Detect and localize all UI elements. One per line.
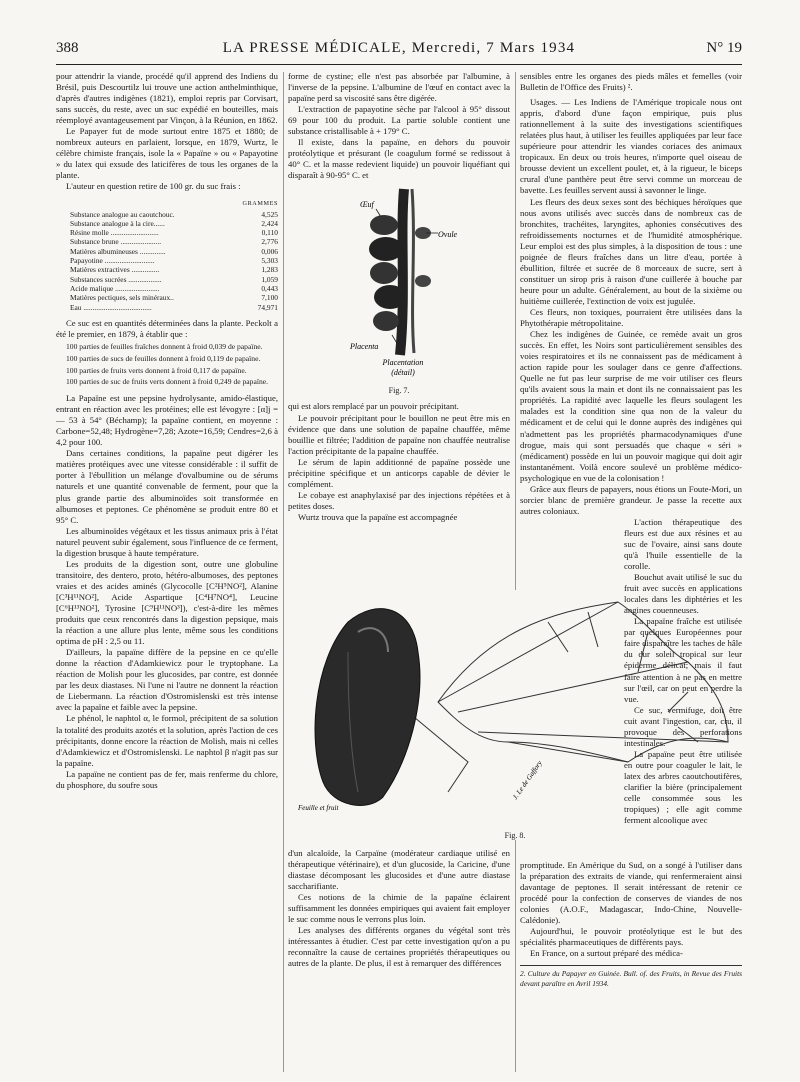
figure-caption: Fig. 8. (504, 831, 526, 840)
paragraph: La papaïne peut être utilisée en outre pour coaguler le lait, le latex des arbres caoutchoutifères, clarifier la bière (principalement celle consommée sous les tropiques) ; elle agit comme ferment alcoolique avec (624, 748, 742, 826)
paragraph: D'ailleurs, la papaïne diffère de la pepsine en ce qu'elle donne la réaction d'Adamkiewicz pour le tryptophane. La réaction de Molish pour les glucosides, par contre, est donnée par les deux diastases. Ni l'une ni l'autre ne donnent la réaction de Liebermann. La réaction d'Ostromislenski est très intense avec la papaïne et faible avec la pepsine. (56, 647, 278, 713)
substance-amount: 1,283 (261, 265, 278, 275)
artist-signature: J. Le de Gaffory (511, 759, 544, 802)
paragraph: La papaïne ne contient pas de fer, mais renferme du chlore, du phosphore, du soufre sous (56, 768, 278, 790)
table-row (56, 275, 278, 284)
table-row (56, 219, 278, 228)
paragraph: Chez les indigènes de Guinée, ce remède avait un gros succès. En effet, les Noirs sont particulièrement sensibles des voies respiratoires et ils ne connaissent pas de médicament à action rapide pour les soulager dans ce genre d'affections. Quelle ne fut pas leur surprise de me voir utiliser ces fleurs qu'ils avaient sous la main et dont ils ne connaissaient pas les propriétés. La rapidité avec laquelle les fleurs soulagent les malades est la condition sine qua non de la valeur du médicament et de celui qui le donne auprès des indigènes qui n'admettent pas les propriétés pharmacodynamiques d'une drogue, mais qui sont persuadés que chaque « séri » (médicament) possède en lui un pouvoir magique qui doit agir instantanément. Voilà encore soulevé un problème médico-psychologique en vue de la colonisation ! (520, 329, 742, 483)
table-unit-header: GRAMMES (242, 199, 278, 207)
composition-table (56, 210, 278, 312)
paragraph: L'extraction de papayotine sèche par l'alcool à 95° dissout 69 pour 100 du produit. La partie soluble contient une substance cristallisable à + 179° C. (288, 104, 510, 137)
paragraph: En France, on a surtout préparé des médica- (530, 948, 683, 959)
paragraph: La Papaïne est une pepsine hydrolysante, amido-élastique, entrant en réaction avec les protéines; elle est lévogyre : [α]j = — 53 à 54° (Béchamp); la papaïne contient, en moyenne : Carbone=52,48; Hydrogène=7,28; Azote=16,59; Cendres=2,6 à 4,2 pour 100. (56, 393, 278, 448)
figure-subtitle: (détail) (391, 368, 415, 378)
table-row (56, 265, 278, 274)
column-3-continued (520, 860, 742, 989)
paragraph: Dans certaines conditions, la papaïne peut digérer les matières protéiques avec une vitesse considérable : il suffit de porter à l'ébullition un mélange d'ovalbumine ou de sérums naturels et une quantité convenable de ferment, pour que la plus grande partie des albuminoïdes soit transformée en albumoses et peptones. Ce phénomène se produit entre 80 et 95° C. (56, 448, 278, 525)
paragraph: Le sérum de lapin additionné de papaïne possède une précipitine spécifique et un anticorps capable de dévier le complément. (288, 456, 510, 489)
paragraph: forme de cystine; elle n'est pas absorbée par l'albumine, à l'inverse de la pepsine. L'albumine de l'œuf en contact avec la papaïne perd sa viscosité sans être digérée. (288, 71, 510, 104)
paragraph: d'un alcaloïde, la Carpaïne (modérateur cardiaque utilisé en thérapeutique vétérinaire), et d'un glucoside, la Caricine, d'une diastase décomposant les glucosides et d'une autre diastase saccharifiante. (288, 848, 510, 892)
figure-label: Feuille et fruit (298, 804, 339, 812)
paragraph: Ces notions de la chimie de la papaïne éclairent suffisamment les données empiriques qui avaient fait employer le suc comme nous le verrons plus loin. (288, 892, 510, 925)
substance-name: Matières pectiques, sels minéraux.. (70, 293, 174, 303)
substance-amount: 5,303 (261, 256, 278, 266)
issue-number: N° 19 (706, 40, 742, 56)
paragraph: Ces fleurs, non toxiques, pourraient être utilisées dans la Phytothérapie métropolitaine. (520, 306, 742, 329)
page-number: 388 (56, 40, 79, 56)
paragraph: Les albuminoïdes végétaux et les tissus animaux pris à l'état naturel peuvent subir également, sous l'influence de ce ferment, la digestion brusque à haute température. (56, 525, 278, 558)
table-row (56, 210, 278, 219)
table-row (56, 303, 278, 312)
placentation-illustration (288, 185, 510, 381)
substance-amount: 0,443 (261, 283, 278, 293)
substance-amount: 1,059 (261, 274, 278, 284)
table-row (56, 293, 278, 302)
paragraph: Il existe, dans la papaïne, en dehors du pouvoir protéolytique et présurant (le coagulum formé se redissout à 40° C. et la masse redevient liquide) un pouvoir liquéfiant qui disparaît à 90-95° C. et (288, 137, 510, 181)
substance-name: Résine molle .......................... (70, 228, 159, 238)
label-placenta: Placenta (350, 342, 379, 352)
paragraph: pour attendrir la viande, procédé qu'il apprend des Indiens du Brésil, puis Descourtilz lui trouve une action anthelminthique, d'après d'autres indigènes (1821), emploi repris par Corvisart, sans succès, du reste, avec un suc expédié en bouteilles, mais réemployé avantageusement par Vinçon, à la Réunion, en 1862. (56, 71, 278, 126)
figure-7 (288, 185, 510, 395)
substance-name: Substance analogue à la cire...... (70, 218, 165, 228)
paragraph: Les fleurs des deux sexes sont des béchiques héroïques que nous avons utilisés avec succès dans de nombreux cas de bronchites, trachéites, laryngites, aphonies consécutives des refroidissements nocturnes et de l'humidité atmosphérique. Leur emploi est des plus simples, à la disposition de tous : une poignée de fleurs fraîches dans un litre d'eau, portée à ébullition, filtrée et sucrée de 8 morceaux de sucre, sert à constituer un sirop pris à raison d'une cuillerée à bouche par heure pour un adulte. Généralement, au bout de la sixième ou huitième cuillerée, l'extinction de voix est jugulée. (520, 196, 742, 306)
header-rule (56, 64, 742, 65)
label-ovule: Ovule (438, 230, 458, 240)
paragraph: L'action thérapeutique des fleurs est due aux résines et au suc de l'ovaire, ainsi sans doute qu'à l'huile essentielle de la corolle. (624, 516, 742, 572)
substance-amount: 74,971 (257, 302, 278, 312)
paragraph: Aujourd'hui, le pouvoir protéolytique est le but des spécialités pharmaceutiques de différents pays. (520, 926, 742, 948)
column-divider (515, 840, 516, 1072)
yield-note: 100 parties de fruits verts donnent à froid 0,117 de papaïne. (66, 365, 247, 375)
yield-note: 100 parties de suc de fruits verts donnent à froid 0,249 de papaïne. (66, 377, 269, 387)
paragraph: promptitude. En Amérique du Sud, on a songé à l'utiliser dans la préparation des extraits de viande, qui renfermeraient ainsi davantage de peptones. Il serait intéressant de retenir ce procédé pour la confection de conserves de viandes de nos colonies (A.O.F., Madagascar, Indo-Chine, Nouvelle-Calédonie). (520, 860, 742, 926)
table-row (56, 247, 278, 256)
column-2-continued (288, 848, 510, 970)
paragraph: Ce suc, vermifuge, doit être cuit avant l'ingestion, car, cru, il provoque des perforations intestinales. (624, 704, 742, 748)
figure-title: Placentation (382, 358, 424, 368)
paragraph: L'auteur en question retire de 100 gr. du suc frais : (66, 181, 241, 192)
substance-name: Substance brune ...................... (70, 237, 162, 247)
substance-name: Acide malique ........................ (70, 283, 160, 293)
paragraph: Les analyses des différents organes du végétal sont très intéressantes à étudier. C'est par cette investigation qu'on a pu reconnaître la cause de certaines propriétés thérapeutiques ou autres de la plante. De plus, il est à remarquer des différences (288, 925, 510, 969)
substance-name: Eau ..................................... (70, 302, 152, 312)
substance-name: Substances sucrées .................. (70, 274, 162, 284)
substance-amount: 4,525 (261, 209, 278, 219)
footnote: 2. Culture du Papayer en Guinée. Bull. of. des Fruits, in Revue des Fruits devant paraître en Avril 1934. (520, 965, 742, 988)
column-divider (283, 72, 284, 1072)
substance-name: Substance analogue au caoutchouc. (70, 209, 175, 219)
substance-amount: 2,424 (261, 218, 278, 228)
table-row (56, 256, 278, 265)
figure-caption: Fig. 7. (388, 385, 410, 395)
column-divider (515, 72, 516, 590)
substance-amount: 2,776 (261, 237, 278, 247)
substance-name: Matières albumineuses .............. (70, 246, 166, 256)
paragraph: Grâce aux fleurs de papayers, nous étions un Foute-Mori, un sorcier blanc de première grandeur. Je passe la recette aux autres coloniaux. (520, 483, 742, 516)
usages-paragraph: Usages. — Les Indiens de l'Amérique tropicale nous ont appris, d'abord d'une façon empirique, puis plus rationnellement à la suite des investigations scientifiques relatées plus haut, à utiliser les feuilles appliquées par leur face supérieure pour attendrir les viandes coriaces des animaux tropicaux. En deux ou trois heures, n'importe quel oiseau de brousse devient un excellent poulet, et, à la rigueur, le biceps crural d'une panthère peut être servi comme un morceau de bavette. Les feuilles servent aussi à savonner le linge. (520, 97, 742, 196)
table-row (56, 237, 278, 246)
papaya-fruit-leaf-illustration (288, 592, 742, 814)
substance-name: Matières extractives ............... (70, 265, 160, 275)
page-header (56, 40, 742, 60)
substance-amount: 7,100 (261, 293, 278, 303)
paragraph: Le Papayer fut de mode surtout entre 1875 et 1880; de nombreux auteurs en parlaient, lorsque, en 1879, Wurtz, le célèbre chimiste français, isole la « Papaïne » ou « Papayotine » du latex qui exsude des laticifères de tous les organes de la plante. (56, 126, 278, 181)
substance-amount: 0,110 (261, 228, 278, 238)
paragraph: Le phénol, le naphtol α, le formol, précipitent de sa solution la totalité des produits azotés et la solution, après l'action de ces précipitants, donne encore la réaction de Molish, mais ni celles d'Adamkiewicz et d'Ostromislenski. Le naphtol β n'agit pas sur la papaïne. (56, 713, 278, 768)
paragraph: Ce suc est en quantités déterminées dans la plante. Peckolt a été le premier, en 1879, à établir que : (56, 317, 278, 339)
paragraph: Bouchut avait utilisé le suc du fruit avec succès en applications locales dans les diphtéries et les angines couenneuses. (624, 572, 742, 616)
column-2 (288, 71, 510, 523)
yield-note: 100 parties de sucs de feuilles donnent à froid 0,119 de papaïne. (66, 353, 261, 363)
paragraph: Le cobaye est anaphylaxisé par des injections répétées et à petites doses. (288, 489, 510, 511)
table-row (56, 228, 278, 237)
label-oeuf: Œuf (360, 200, 374, 210)
figure-8 (288, 592, 742, 840)
column-1 (56, 71, 278, 791)
paragraph: qui est alors remplacé par un pouvoir précipitant. (288, 401, 459, 412)
paragraph: La papaïne fraîche est utilisée par quelques Européennes pour faire disparaître les taches de hâle du dur soleil tropical sur leur épiderme délicat; mais il faut faire attention à ne pas en mettre sur l'œil, car on peut en perdre la vue. (624, 616, 742, 704)
substance-name: Papayotine ........................... (70, 256, 155, 266)
paragraph: Le pouvoir précipitant pour le bouillon ne peut être mis en évidence que dans une solution de papaïne chauffée, même bouillie et filtrée; l'addition de papaïne non chauffée neutralise l'action précipitante de la papaïne chauffée. (288, 412, 510, 456)
journal-title: LA PRESSE MÉDICALE, Mercredi, 7 Mars 1934 (222, 40, 576, 56)
paragraph: Les produits de la digestion sont, outre une globuline transitoire, des dentero, proto, hétéro-albumoses, des peptones vraies et des acides aminés (Glycocolle [C²H⁵NO²], Alanine [C³H¹¹NO²], Acide Aspartique [C⁴H⁷NO⁴], Leucine [C⁶H¹³NO²], Tyrosine [C⁹H¹¹NO³]), c'est-à-dire les mêmes produits que ceux rencontrés dans la digestion pepsique, mais la réaction a une allure plus lente, même sous les conditions optima de pH : 2,5 ou 11. (56, 558, 278, 647)
paragraph: Wurtz trouva que la papaïne est accompagnée (298, 511, 458, 522)
paragraph: sensibles entre les organes des pieds mâles et femelles (voir Bulletin de l'Office des Fruits) ². (520, 71, 742, 93)
substance-amount: 0,006 (261, 246, 278, 256)
table-row (56, 284, 278, 293)
yield-note: 100 parties de feuilles fraîches donnent à froid 0,039 de papaïne. (66, 341, 263, 351)
